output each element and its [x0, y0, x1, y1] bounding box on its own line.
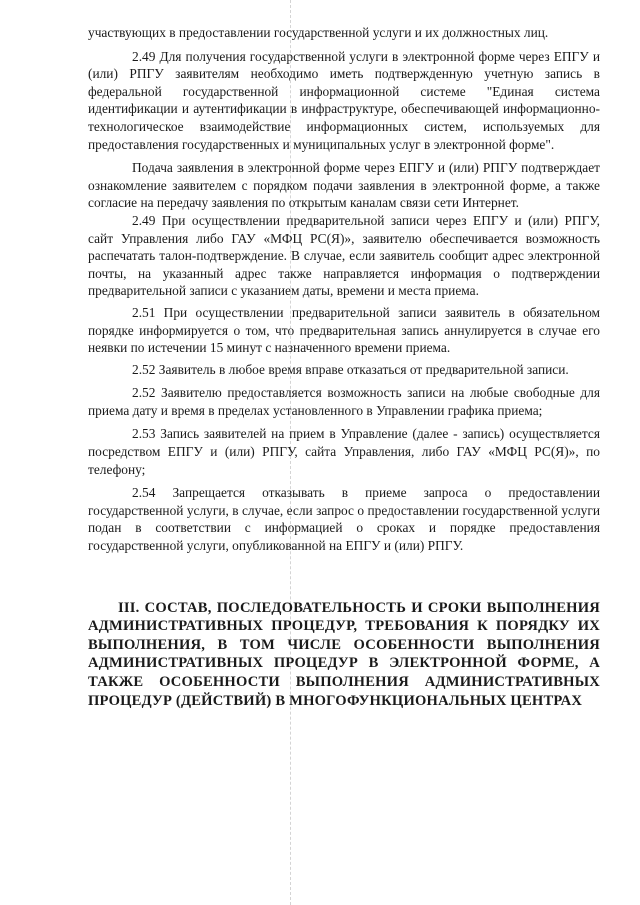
paragraph-2-49-preregistration: 2.49 При осуществлении предварительной записи через ЕПГУ и (или) РПГУ, сайт Управления либо ГАУ «МФЦ РС(Я)», заявителю обеспечивается возможность распечатать талон-подтверждение. В случае, если заявитель сообщит адрес электронной почты, на указанный адрес также направляется информация о подтверждении предварительной записи с указанием даты, времени и места приема. [88, 212, 600, 299]
paragraph-2-54: 2.54 Запрещается отказывать в приеме запроса о предоставлении государственной услуги, в случае, если запрос о предоставлении государственной услуги подан в соответствии с информацией о сроках и порядке предоставления государственной услуги, опубликованной на ЕПГУ и (или) РПГУ. [88, 485, 600, 554]
paragraph-2-53: 2.53 Запись заявителей на прием в Управление (далее - запись) осуществляется посредством ЕПГУ и (или) РПГУ, сайта Управления, либо ГАУ «МФЦ РС(Я)», по телефону; [88, 426, 600, 477]
paragraph-2-51: 2.51 При осуществлении предварительной записи заявитель в обязательном порядке информируется о том, что предварительная запись аннулируется в случае его неявки по истечении 15 минут с назначенного времени приема. [88, 304, 600, 356]
paragraph-submission-consent: Подача заявления в электронной форме через ЕПГУ и (или) РПГУ подтверждает ознакомление заявителем с порядком подачи заявления в электронной форме, а также согласие на передачу заявления по открытым каналам связи сети Интернет. [88, 160, 600, 211]
paragraph-continuation: участвующих в предоставлении государственной услуги и их должностных лиц. [88, 25, 549, 40]
section-heading: III. СОСТАВ, ПОСЛЕДОВАТЕЛЬНОСТЬ И СРОКИ ВЫПОЛНЕНИЯ АДМИНИСТРАТИВНЫХ ПРОЦЕДУР, ТРЕБОВАНИЯ К ПОРЯДКУ ИХ ВЫПОЛНЕНИЯ, В ТОМ ЧИСЛЕ ОСОБЕННОСТИ ВЫПОЛНЕНИЯ АДМИНИСТРАТИВНЫХ ПРОЦЕДУР В ЭЛЕКТРОННОЙ ФОРМЕ, А ТАКЖЕ ОСОБЕННОСТИ ВЫПОЛНЕНИЯ АДМИНИСТРАТИВНЫХ ПРОЦЕДУР (ДЕЙСТВИЙ) В МНОГОФУНКЦИОНАЛЬНЫХ ЦЕНТРАХ [88, 599, 600, 709]
document-page [88, 24, 600, 725]
paragraph-2-52-schedule: 2.52 Заявителю предоставляется возможность записи на любые свободные для приема дату и время в пределах установленного в Управлении графика приема; [88, 385, 600, 418]
paragraph-2-49-esia: 2.49 Для получения государственной услуги в электронной форме через ЕПГУ и (или) РПГУ заявителям необходимо иметь подтвержденную учетную запись в федеральной государственной информационной системе "Единая система идентификации и аутентификации в инфраструктуре, обеспечивающей информационно-технологическое взаимодействие информационных систем, используемых для предоставления государственных и муниципальных услуг в электронной форме". [88, 48, 600, 152]
paragraph-2-52-cancel: 2.52 Заявитель в любое время вправе отказаться от предварительной записи. [132, 361, 569, 377]
